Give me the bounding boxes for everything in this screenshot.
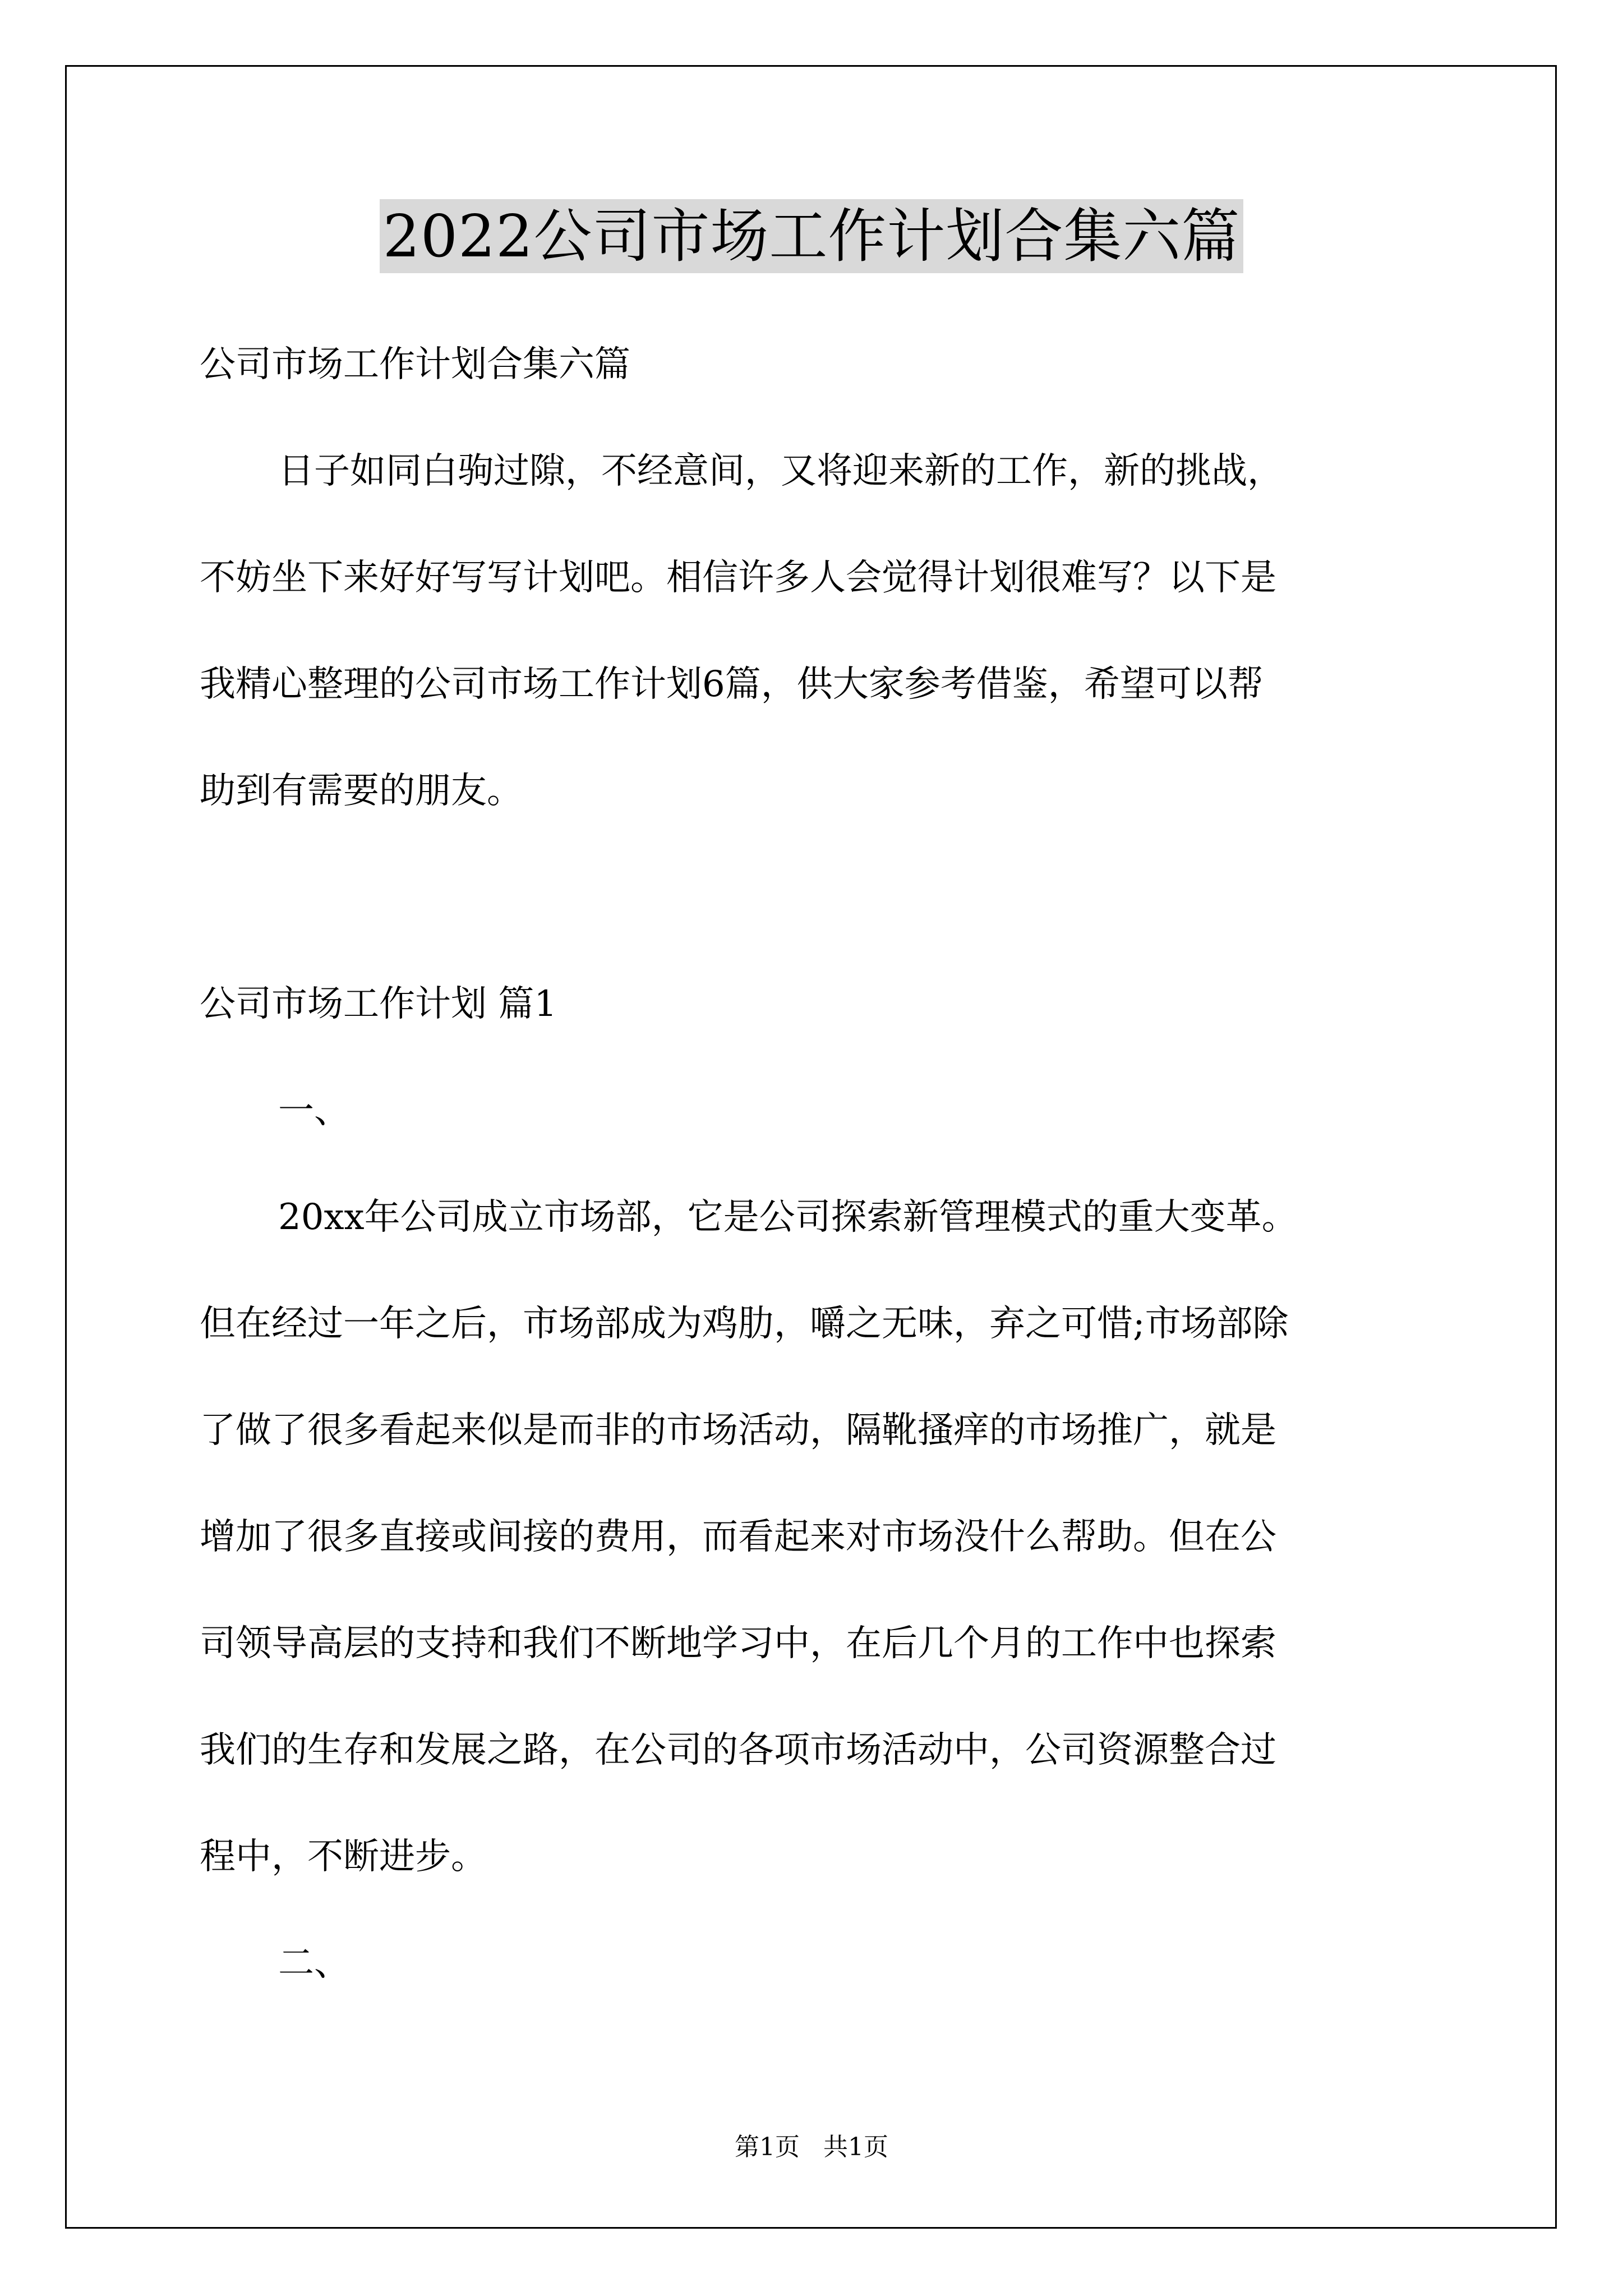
intro-line: 我精心整理的公司市场工作计划6篇，供大家参考借鉴，希望可以帮	[200, 664, 1264, 705]
paragraph-line: 了做了很多看起来似是而非的市场活动，隔靴搔痒的市场推广，就是	[200, 1410, 1276, 1451]
page-footer: 第1页 共1页	[735, 2133, 888, 2161]
intro-line: 不妨坐下来好好写写计划吧。相信许多人会觉得计划很难写？以下是	[200, 557, 1276, 599]
title-container	[0, 199, 1623, 273]
paragraph-line: 但在经过一年之后，市场部成为鸡肋，嚼之无味，弃之可惜;市场部除	[200, 1303, 1289, 1345]
intro-line: 日子如同白驹过隙，不经意间，又将迎来新的工作，新的挑战，	[278, 450, 1283, 492]
intro-line: 助到有需要的朋友。	[200, 770, 523, 812]
paragraph-line: 司领导高层的支持和我们不断地学习中，在后几个月的工作中也探索	[200, 1623, 1276, 1664]
document-title: 2022公司市场工作计划合集六篇	[380, 199, 1244, 273]
document-body	[200, 311, 1456, 2017]
document-subtitle: 公司市场工作计划合集六篇	[200, 344, 630, 385]
paragraph-line: 我们的生存和发展之路，在公司的各项市场活动中，公司资源整合过	[200, 1729, 1276, 1771]
item-label-2: 二、	[278, 1943, 350, 1984]
spacer	[200, 844, 1456, 951]
item-label-1: 一、	[278, 1090, 350, 1131]
paragraph-line: 20xx年公司成立市场部，它是公司探索新管理模式的重大变革。	[278, 1197, 1298, 1238]
paragraph-line: 增加了很多直接或间接的费用，而看起来对市场没什么帮助。但在公	[200, 1516, 1276, 1558]
section-heading: 公司市场工作计划 篇1	[200, 983, 557, 1025]
paragraph-line: 程中，不断进步。	[200, 1836, 487, 1878]
